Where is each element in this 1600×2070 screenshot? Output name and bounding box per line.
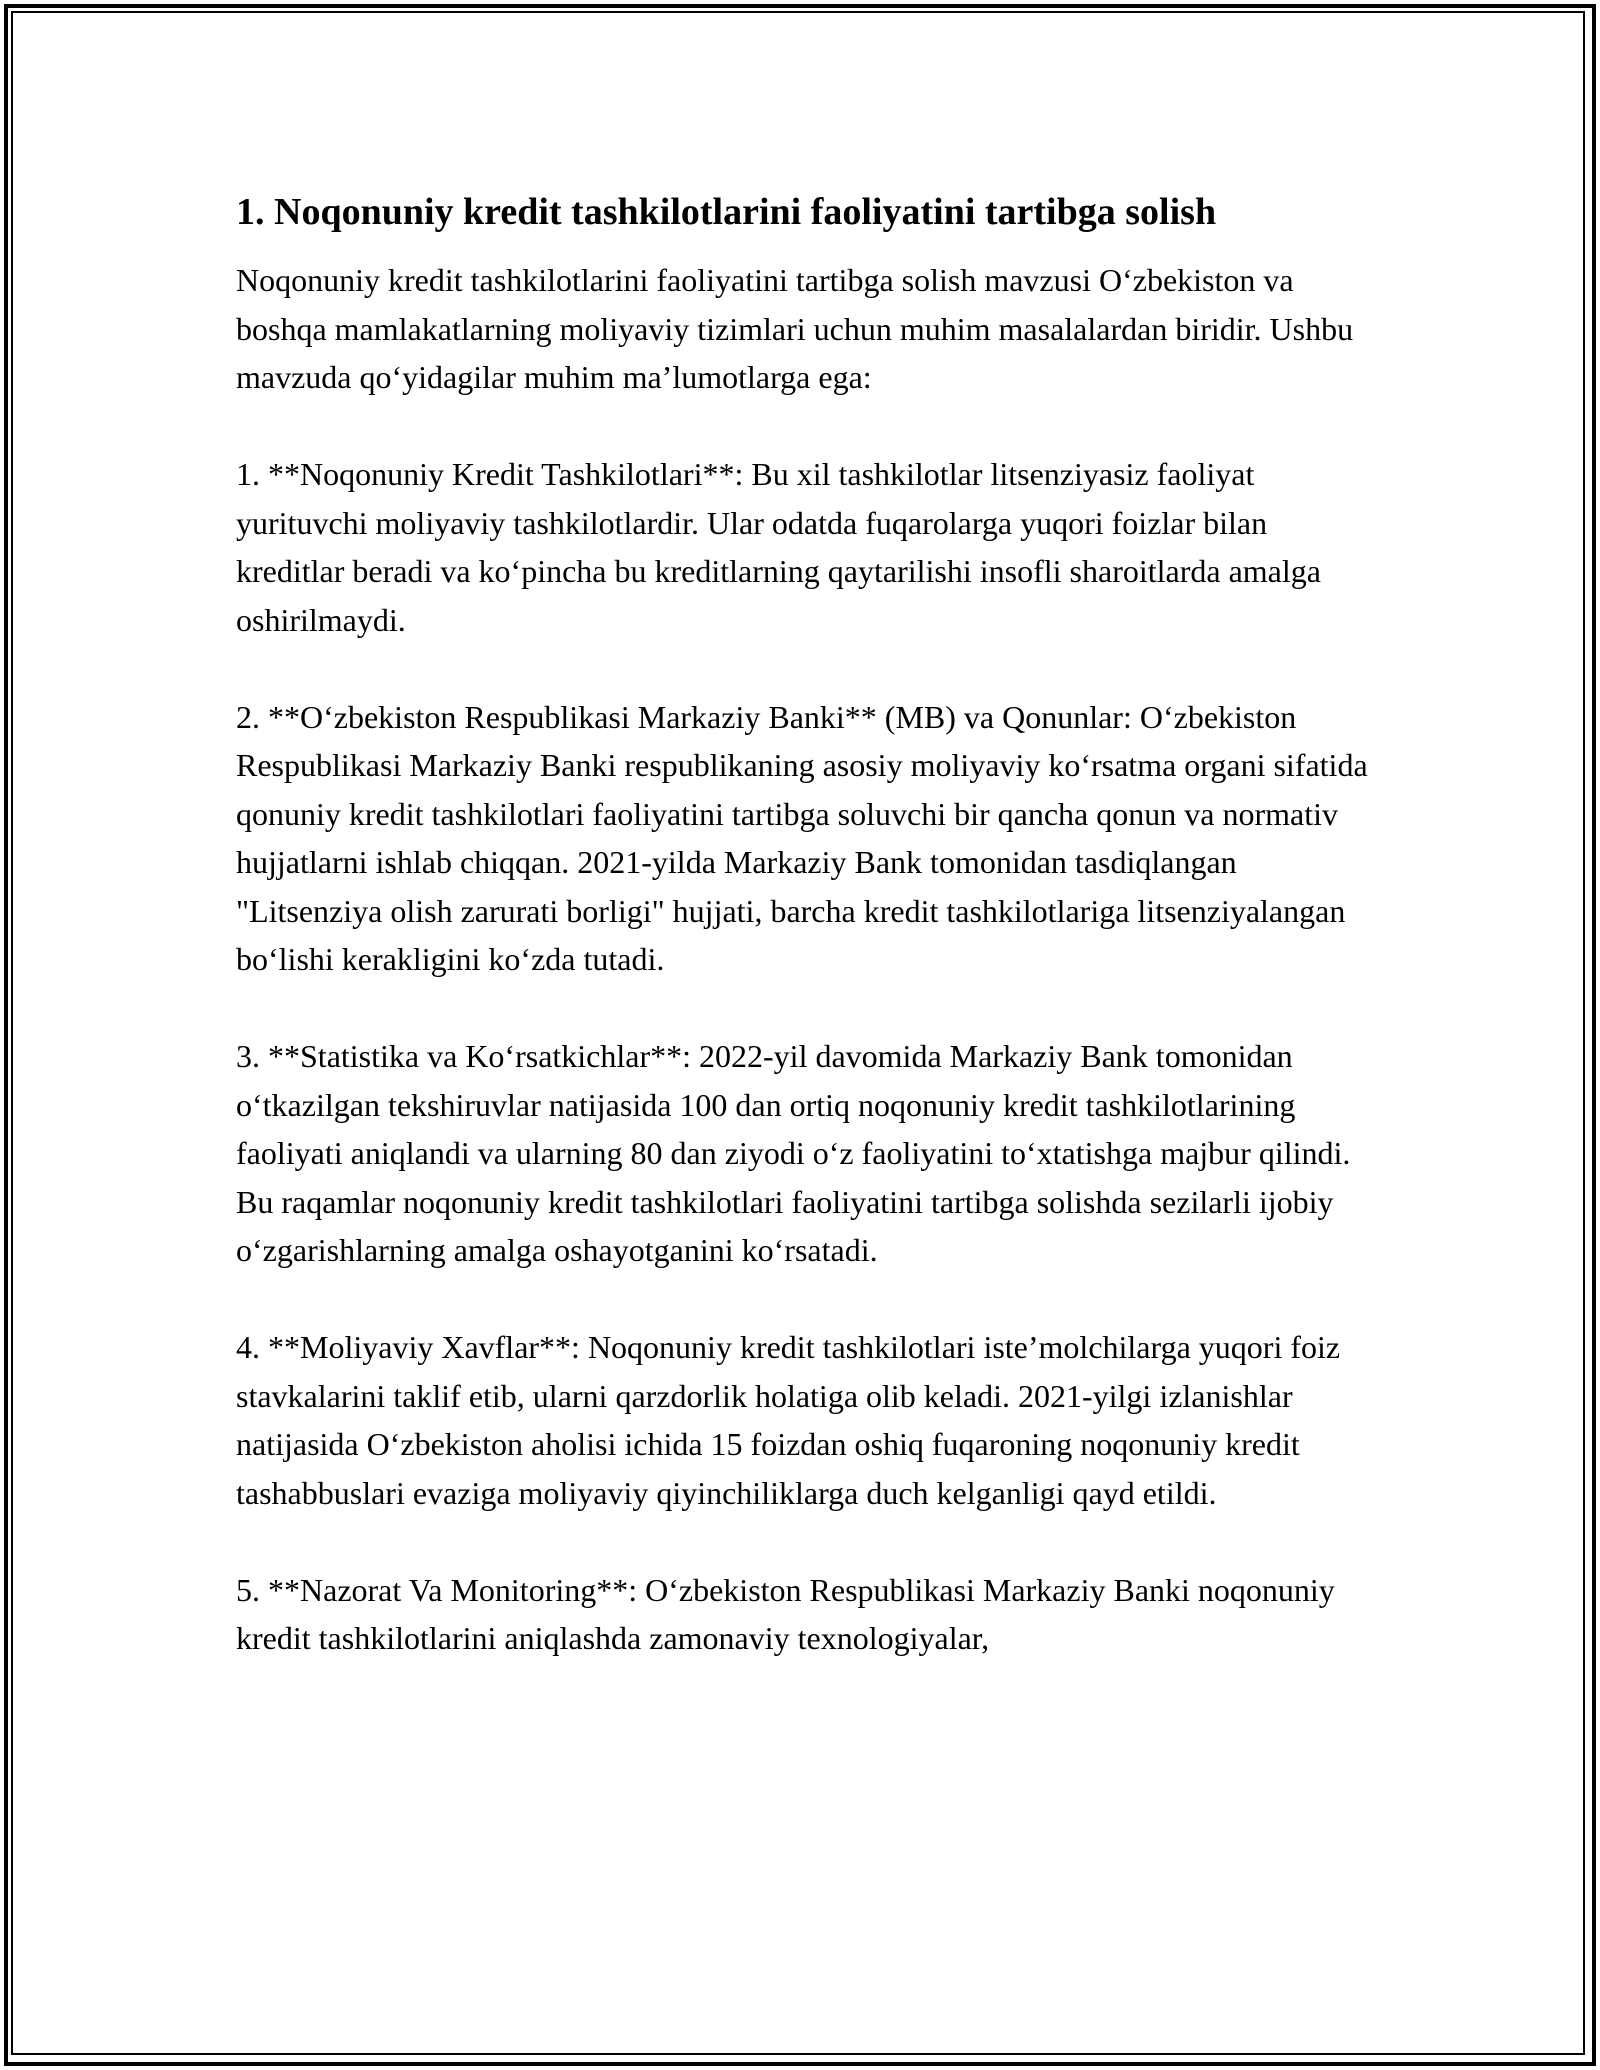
paragraph-control-monitoring: 5. **Nazorat Va Monitoring**: O‘zbekiston Respublikasi Markaziy Banki noqonuniy kredit tashkilotlarini aniqlashda zamonaviy texnologiyalar, <box>236 1571 1335 1656</box>
paragraph-central-bank-and-laws: 2. **O‘zbekiston Respublikasi Markaziy Banki** (MB) va Qonunlar: O‘zbekiston Respublikasi Markaziy Banki respublikaning asosiy moliyaviy ko‘rsatma organi sifatida qonuniy kredit tashkilotlari faoliyatini tartibga soluvchi bir qancha qonun va normativ hujjatlarni ishlab chiqqan. 2021-yilda Markaziy Bank tomonidan tasdiqlangan "Litsenziya olish zarurati borligi" hujjati, barcha kredit tashkilotlariga litsenziyalangan bo‘lishi kerakligini ko‘zda tutadi. <box>236 698 1368 977</box>
paragraph-statistics: 3. **Statistika va Ko‘rsatkichlar**: 2022-yil davomida Markaziy Bank tomonidan o‘tkazilgan tekshiruvlar natijasida 100 dan ortiq noqonuniy kredit tashkilotlarining faoliyati aniqlandi va ularning 80 dan ziyodi o‘z faoliyatini to‘xtatishga majbur qilindi. Bu raqamlar noqonuniy kredit tashkilotlari faoliyatini tartibga solishda sezilarli ijobiy o‘zgarishlarning amalga oshayotganini ko‘rsatadi. <box>236 1038 1351 1268</box>
document-title: 1. Noqonuniy kredit tashkilotlarini faoliyatini tartibga solish <box>236 191 1217 233</box>
intro-paragraph: Noqonuniy kredit tashkilotlarini faoliyatini tartibga solish mavzusi O‘zbekiston va boshqa mamlakatlarning moliyaviy tizimlari uchun muhim masalalardan biridir. Ushbu mavzuda qo‘yidagilar muhim ma’lumotlarga ega: <box>236 262 1354 395</box>
document-body <box>236 188 1381 1711</box>
paragraph-financial-risks: 4. **Moliyaviy Xavflar**: Noqonuniy kredit tashkilotlari iste’molchilarga yuqori foiz stavkalarini taklif etib, ularni qarzdorlik holatiga olib keladi. 2021-yilgi izlanishlar natijasida O‘zbekiston aholisi ichida 15 foizdan oshiq fuqaroning noqonuniy kredit tashabbuslari evaziga moliyaviy qiyinchiliklarga duch kelganligi qayd etildi. <box>236 1329 1341 1511</box>
paragraph-illegal-credit-organizations: 1. **Noqonuniy Kredit Tashkilotlari**: Bu xil tashkilotlar litsenziyasiz faoliyat yurituvchi moliyaviy tashkilotlardir. Ular odatda fuqarolarga yuqori foizlar bilan kreditlar beradi va ko‘pincha bu kreditlarning qaytarilishi insofli sharoitlarda amalga oshirilmaydi. <box>236 456 1321 638</box>
